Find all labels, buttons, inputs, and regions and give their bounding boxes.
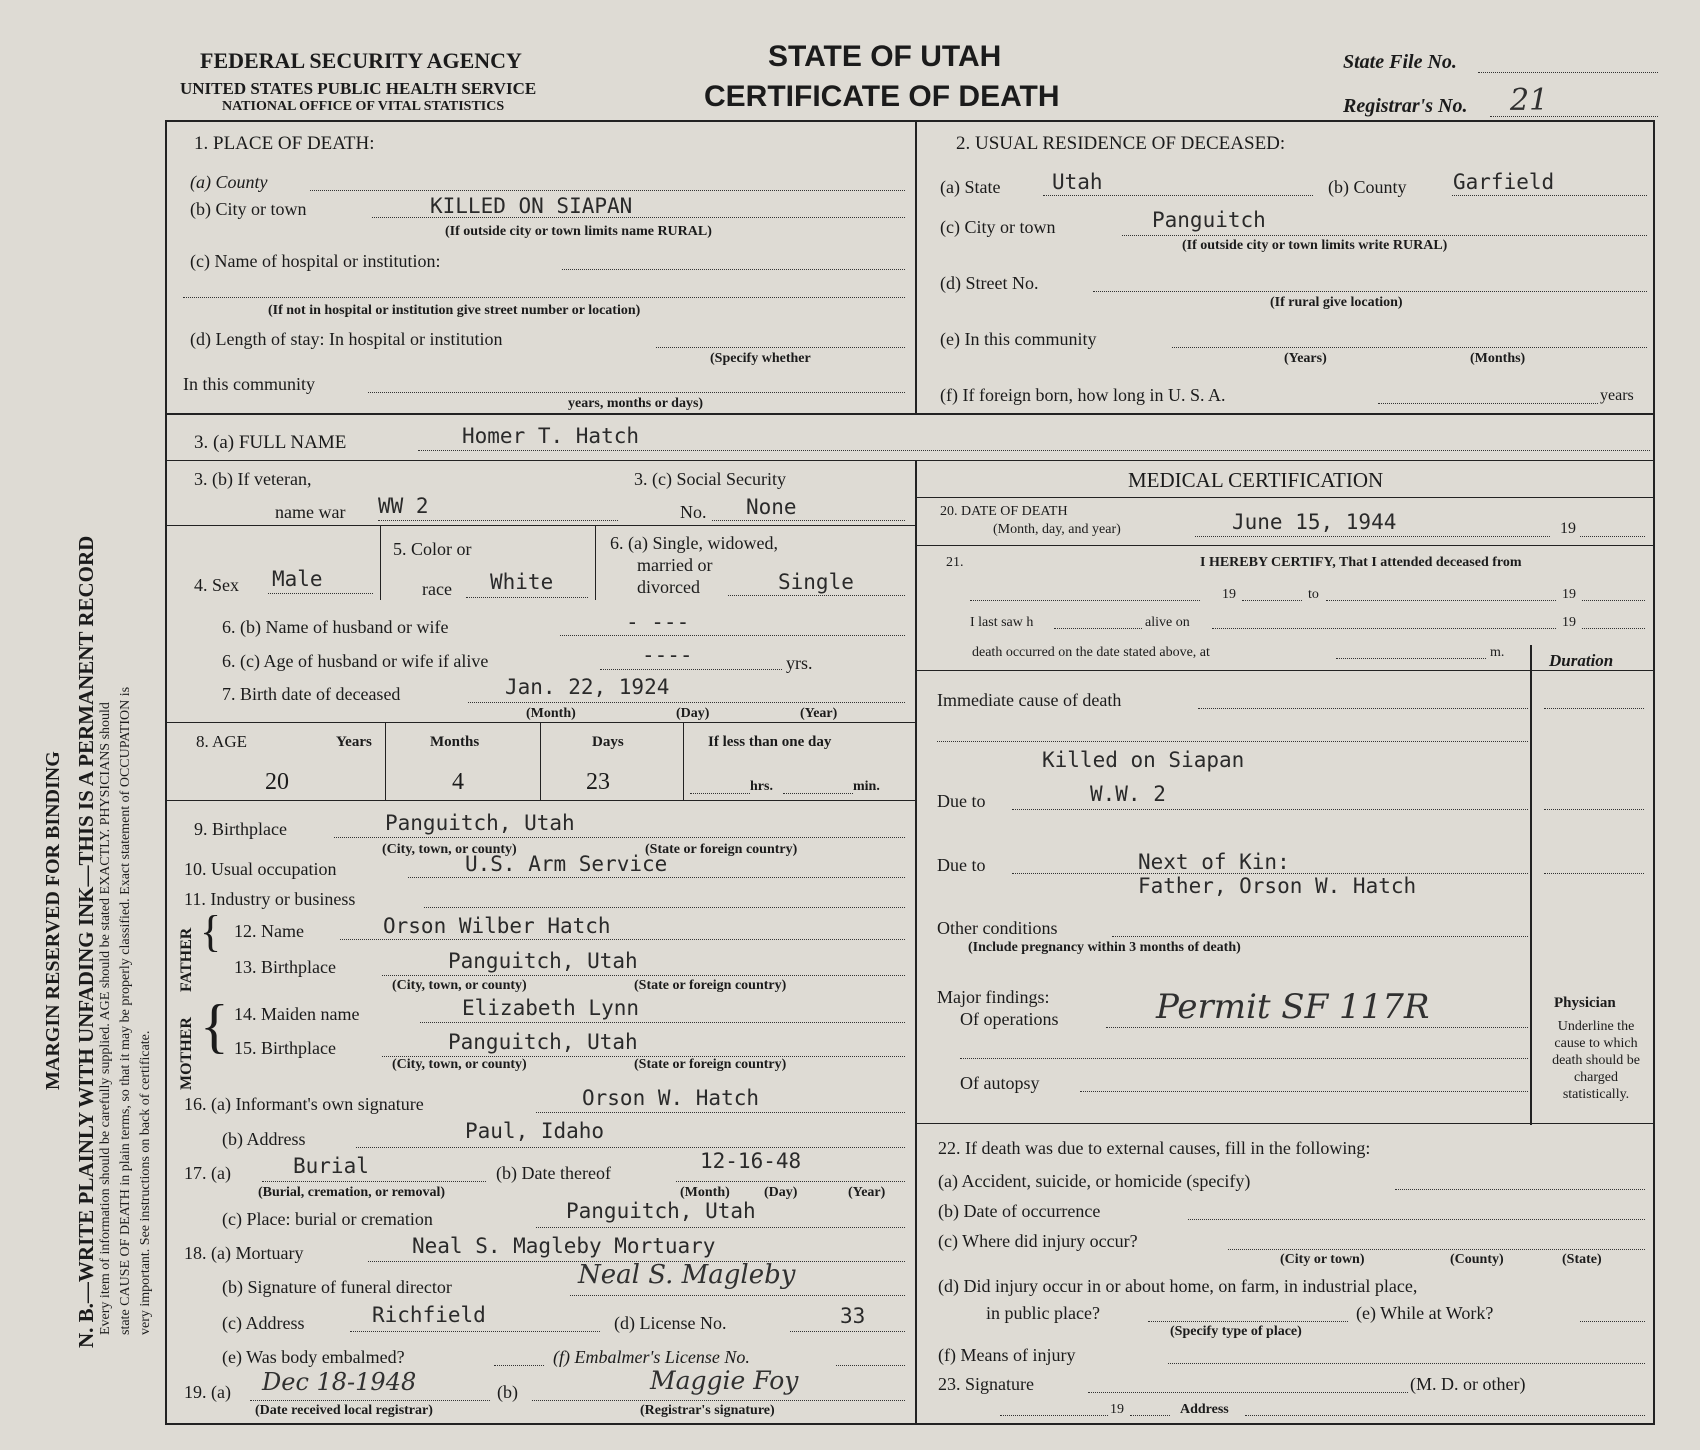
external-a-label: (a) Accident, suicide, or homicide (specify): [938, 1171, 1251, 1191]
agency-name: FEDERAL SECURITY AGENCY: [200, 48, 522, 73]
injury-state-note: (State): [1562, 1252, 1602, 1267]
ss-no-label: No.: [680, 502, 707, 522]
age-years-label: Years: [336, 734, 372, 750]
alive-on-19: 19: [1562, 615, 1576, 630]
spouse-age-suffix: yrs.: [786, 653, 813, 673]
place-of-death-heading: 1. PLACE OF DEATH:: [194, 133, 375, 154]
father-name-label: 12. Name: [234, 921, 304, 941]
length-of-stay-label: (d) Length of stay: In hospital or institution: [190, 329, 503, 349]
received-label: 19. (a): [184, 1382, 231, 1402]
physician-note-text: Underline the cause to which death should be charged statistically.: [1552, 1019, 1640, 1102]
father-birthplace-value: Panguitch, Utah: [448, 949, 638, 973]
burial-year-note: (Year): [848, 1185, 886, 1200]
margin-instructions-2: state CAUSE OF DEATH in plain terms, so that it may be properly classified. Exact statement of OCCUPATION is: [118, 686, 133, 1335]
county-label: (a) County: [190, 172, 268, 192]
informant-signature-value: Orson W. Hatch: [582, 1086, 760, 1110]
date-of-death-label: 20. DATE OF DEATH: [940, 504, 1068, 519]
father-side-label: FATHER: [178, 927, 195, 992]
color-label: 5. Color or: [393, 539, 472, 559]
burial-type-value: Burial: [293, 1154, 369, 1178]
license-label: (d) License No.: [614, 1313, 727, 1333]
margin-instructions-3: very important. See instructions on back of certificate.: [138, 1030, 153, 1335]
residence-state-label: (a) State: [940, 177, 1001, 197]
margin-binding-note: MARGIN RESERVED FOR BINDING: [42, 751, 64, 1090]
operations-label: Of operations: [960, 1009, 1059, 1029]
father-birthplace-label: 13. Birthplace: [234, 957, 336, 977]
street-label: (d) Street No.: [940, 273, 1039, 293]
mother-side-label: MOTHER: [178, 1017, 195, 1090]
burial-place-label: (c) Place: burial or cremation: [222, 1209, 433, 1229]
birth-year-note: (Year): [800, 706, 838, 721]
spouse-name-value: - ---: [626, 610, 690, 634]
mother-maiden-label: 14. Maiden name: [234, 1004, 360, 1024]
funeral-director-signature: Neal S. Magleby: [578, 1260, 796, 1290]
informant-address-label: (b) Address: [222, 1129, 306, 1149]
external-c-label: (c) Where did injury occur?: [938, 1231, 1138, 1251]
hospital-note: (If not in hospital or institution give street number or location): [268, 303, 641, 318]
informant-address-value: Paul, Idaho: [465, 1119, 605, 1143]
received-date-value: Dec 18-1948: [262, 1368, 417, 1396]
injury-county-note: (County): [1450, 1252, 1504, 1267]
due-to-2-value-1: Next of Kin:: [1138, 850, 1290, 874]
city-note: (If outside city or town limits name RURAL): [445, 224, 712, 239]
mother-city-note: (City, town, or county): [392, 1057, 527, 1072]
community-label: In this community: [183, 374, 315, 394]
father-city-note: (City, town, or county): [392, 978, 527, 993]
date-of-death-value: June 15, 1944: [1232, 510, 1397, 534]
mortuary-address-label: (c) Address: [222, 1313, 305, 1333]
sex-value: Male: [272, 567, 323, 591]
place-type-note: (Specify type of place): [1170, 1324, 1302, 1339]
age-hrs-label: hrs.: [750, 779, 773, 794]
external-d-label-2: in public place?: [986, 1303, 1100, 1323]
immediate-cause-value: Killed on Siapan: [1042, 748, 1245, 772]
burial-type-note: (Burial, cremation, or removal): [258, 1185, 446, 1200]
signature-23-label: 23. Signature: [938, 1374, 1034, 1394]
occupation-value: U.S. Arm Service: [465, 852, 668, 876]
burial-month-note: (Month): [680, 1185, 730, 1200]
date-of-death-sub: (Month, day, and year): [993, 522, 1121, 537]
external-b-label: (b) Date of occurrence: [938, 1201, 1101, 1221]
occupation-label: 10. Usual occupation: [184, 859, 337, 879]
hospital-label: (c) Name of hospital or institution:: [190, 251, 441, 271]
certify-number: 21.: [946, 555, 964, 570]
burial-a-label: 17. (a): [184, 1163, 231, 1183]
signature-23-address-label: Address: [1180, 1402, 1229, 1417]
burial-place-value: Panguitch, Utah: [566, 1199, 756, 1223]
marital-value: Single: [778, 570, 854, 594]
street-note: (If rural give location): [1270, 295, 1403, 310]
certify-19-2: 19: [1562, 587, 1576, 602]
age-months-label: Months: [430, 734, 480, 750]
last-saw-label: I last saw h: [970, 615, 1034, 630]
alive-on-label: alive on: [1145, 615, 1190, 630]
sex-label: 4. Sex: [194, 575, 239, 595]
mortuary-value: Neal S. Magleby Mortuary: [412, 1234, 716, 1258]
death-certificate: FEDERAL SECURITY AGENCY UNITED STATES PUBLIC HEALTH SERVICE NATIONAL OFFICE OF VITAL STATISTICS STATE OF UTAH CERTIFICATE OF DEATH State File No. Registrar's No. 21 MARGIN RESERVED FOR BINDING N. B.—WRITE PLAINLY WITH UNFADING INK—THIS IS A PERMANENT RECORD Every item of information should be carefully supplied. AGE should be stated EXACTLY. PHYSICIANS should state CAUSE OF DEATH in plain terms, so that it may be properly classified. Exact statement of OCCUPATION is very important. See instructions on back of certificate. 1. PLACE OF DEATH: (a) County (b) City or town KILLED ON SIAPAN (If outside city or town limits name RURAL) (c) Name of hospital or institution: (If not in hospital or institution give street number or location) (d) Length of stay: In hospital or institution (Specify whether In this community years, months or days) 2. USUAL RESIDENCE OF DECEASED: (a) State Utah (b) County Garfield (c) City or town Panguitch (If outside city or town limits write RURAL) (d) Street No. (If rural give location) (e) In this community (Years) (Months) (f) If foreign born, how long in U. S. A. years 3. (a) FULL NAME Homer T. Hatch 3. (b) If veteran, name war WW 2 3. (c) Social Security No. None 4. Sex Male 5. Color or race White 6. (a) Single, widowed, married or divorced Single 6. (b) Name of husband or wife - --- 6. (c) Age of husband or wife if alive ---- yrs. 7. Birth date of deceased Jan. 22, 1924 (Month) (Day) (Year) 8. AGE Years Months Days If less than one day 20 4 23 hrs. min. 9. Birthplace Panguitch, Utah (City, town, or county) (State or foreign country) 10. Usual occupation U.S. Arm Service 11. Industry or business FATHER MOTHER { { 12. Name Orson Wilber Hatch 13. Birthplace Panguitch, Utah (City, town, or county) (State or foreign country) 14. Maiden name Elizabeth Lynn 15. Birthplace Panguitch, Utah (City, town, or county) (State or foreign country) 16. (a) Informant's own signature Orson W. Hatch (b) Address Paul, Idaho 17. (a) Burial (Burial, cremation, or removal) (b) Date thereof 12-16-48 (Month) (Day) (Year) (c) Place: burial or cremation Panguitch, Utah 18. (a) Mortuary Neal S. Magleby Mortuary (b) Signature of funeral director Neal S. Magleby (c) Address Richfield (d) License No. 33 (e) Was body embalmed? (f) Embalmer's License No. 19. (a) Dec 18-1948 (Date received local registrar) (b) Maggie Foy (Registrar's signature) MEDICAL CERTIFICATION 20. DATE OF DEATH (Month, day, and year) June 15, 1944 19 21. I HEREBY CERTIFY, That I attended deceased from 19 to 19 I last saw h alive on 19 death occurred on the date stated above, at m. Duration Immediate cause of death Killed on Siapan Due to W.W. 2 Due to Next of Kin: Father, Orson W. Hatch Other conditions (Include pregnancy within 3 months of death) Major findings: Of operations Permit SF 117R Of autopsy Physician Underline the cause to which death should be charged statistically. 22. If death was due to external causes, fill in the following: (a) Accident, suicide, or homicide (specify) (b) Date of occurrence (c) Where did injury occur? (City or town) (County) (State) (d) Did injury occur in or about home, on farm, in industrial place, in public place? (Specify type of place) (e) While at Work? (f) Means of injury 23. Signature (M. D. or other) 19 Address: [0, 0, 1700, 1450]
spouse-name-label: 6. (b) Name of husband or wife: [222, 617, 449, 637]
residence-community-label: (e) In this community: [940, 329, 1097, 349]
service-name: UNITED STATES PUBLIC HEALTH SERVICE: [180, 79, 537, 98]
death-occurred-label: death occurred on the date stated above, at: [972, 645, 1210, 660]
mother-birthplace-label: 15. Birthplace: [234, 1038, 336, 1058]
license-value: 33: [840, 1304, 866, 1328]
office-name: NATIONAL OFFICE OF VITAL STATISTICS: [222, 99, 505, 114]
foreign-born-suffix: years: [1600, 387, 1634, 404]
years-months-note: years, months or days): [568, 396, 704, 411]
external-e-label: (e) While at Work?: [1356, 1303, 1494, 1323]
age-years-value: 20: [265, 769, 289, 795]
birthplace-city-note: (City, town, or county): [382, 842, 517, 857]
birth-month-note: (Month): [526, 706, 576, 721]
injury-city-note: (City or town): [1280, 1252, 1365, 1267]
external-heading: 22. If death was due to external causes, fill in the following:: [938, 1138, 1371, 1158]
age-less-label: If less than one day: [708, 734, 832, 750]
industry-label: 11. Industry or business: [184, 889, 356, 909]
social-security-value: None: [746, 495, 797, 519]
years-label: (Years): [1284, 351, 1327, 366]
age-months-value: 4: [452, 769, 464, 795]
veteran-war-value: WW 2: [378, 494, 429, 518]
registrar-number-value: 21: [1510, 83, 1549, 118]
physician-note-heading: Physician: [1554, 995, 1616, 1011]
signature-23-19: 19: [1110, 1402, 1124, 1417]
marital-label-3: divorced: [637, 577, 700, 597]
margin-instructions-1: Every item of information should be carefully supplied. AGE should be stated EXACTLY. PHYSICIANS should: [98, 702, 113, 1335]
burial-date-value: 12-16-48: [700, 1149, 802, 1173]
birthplace-value: Panguitch, Utah: [385, 811, 575, 835]
certify-to-label: to: [1308, 587, 1319, 602]
due-to-1-label: Due to: [937, 791, 986, 811]
certify-text: I HEREBY CERTIFY, That I attended deceased from: [1200, 555, 1522, 570]
autopsy-label: Of autopsy: [960, 1073, 1040, 1093]
residence-county-label: (b) County: [1328, 177, 1407, 197]
other-conditions-note: (Include pregnancy within 3 months of death): [968, 940, 1241, 955]
date-of-death-19: 19: [1560, 520, 1576, 537]
burial-date-label: (b) Date thereof: [496, 1163, 611, 1183]
registrar-signature-label: (b): [497, 1382, 518, 1402]
months-label: (Months): [1470, 351, 1526, 366]
duration-heading: Duration: [1549, 651, 1614, 670]
certify-19-1: 19: [1222, 587, 1236, 602]
informant-signature-label: 16. (a) Informant's own signature: [184, 1094, 424, 1114]
mother-birthplace-value: Panguitch, Utah: [448, 1030, 638, 1054]
birth-date-label: 7. Birth date of deceased: [222, 684, 401, 704]
burial-day-note: (Day): [764, 1185, 798, 1200]
registrar-number-label: Registrar's No.: [1343, 95, 1468, 117]
age-label: 8. AGE: [196, 732, 247, 751]
residence-city-value: Panguitch: [1152, 208, 1266, 232]
war-label: name war: [275, 502, 346, 522]
medical-heading: MEDICAL CERTIFICATION: [1128, 468, 1384, 492]
margin-ink-note: N. B.—WRITE PLAINLY WITH UNFADING INK—THIS IS A PERMANENT RECORD: [74, 535, 98, 1348]
father-name-value: Orson Wilber Hatch: [383, 914, 611, 938]
foreign-born-label: (f) If foreign born, how long in U. S. A.: [940, 385, 1226, 405]
major-findings-label: Major findings:: [937, 987, 1050, 1007]
marital-label-2: married or: [637, 555, 713, 575]
residence-heading: 2. USUAL RESIDENCE OF DECEASED:: [956, 133, 1286, 154]
embalmer-license-label: (f) Embalmer's License No.: [553, 1347, 750, 1367]
registrar-signature-note: (Registrar's signature): [640, 1403, 775, 1418]
birthplace-label: 9. Birthplace: [194, 819, 287, 839]
due-to-2-label: Due to: [937, 855, 986, 875]
mother-state-note: (State or foreign country): [634, 1057, 787, 1072]
social-security-label: 3. (c) Social Security: [634, 469, 786, 489]
other-conditions-label: Other conditions: [937, 918, 1058, 938]
residence-city-note: (If outside city or town limits write RURAL): [1182, 238, 1448, 253]
due-to-2-value-2: Father, Orson W. Hatch: [1138, 874, 1417, 898]
city-label: (b) City or town: [190, 199, 307, 219]
immediate-cause-label: Immediate cause of death: [937, 690, 1122, 710]
birth-day-note: (Day): [676, 706, 710, 721]
document-title-state: STATE OF UTAH: [768, 40, 1002, 73]
father-state-note: (State or foreign country): [634, 978, 787, 993]
embalmed-label: (e) Was body embalmed?: [222, 1347, 405, 1367]
marital-label: 6. (a) Single, widowed,: [610, 533, 778, 553]
state-file-label: State File No.: [1343, 51, 1457, 73]
signature-23-suffix: (M. D. or other): [1410, 1374, 1526, 1394]
external-d-label: (d) Did injury occur in or about home, on farm, in industrial place,: [938, 1276, 1418, 1296]
death-m-label: m.: [1490, 645, 1505, 660]
received-date-note: (Date received local registrar): [255, 1403, 433, 1418]
race-value: White: [490, 570, 554, 594]
residence-city-label: (c) City or town: [940, 217, 1056, 237]
city-value: KILLED ON SIAPAN: [430, 194, 633, 218]
veteran-label: 3. (b) If veteran,: [194, 469, 312, 489]
birth-date-value: Jan. 22, 1924: [505, 675, 670, 699]
full-name-value: Homer T. Hatch: [462, 424, 640, 448]
mortuary-address-value: Richfield: [372, 1303, 486, 1327]
due-to-1-value: W.W. 2: [1090, 782, 1166, 806]
age-min-label: min.: [853, 779, 880, 794]
mother-maiden-value: Elizabeth Lynn: [462, 996, 640, 1020]
operations-value: Permit SF 117R: [1156, 987, 1430, 1027]
age-days-value: 23: [586, 769, 610, 795]
funeral-director-label: (b) Signature of funeral director: [222, 1277, 452, 1297]
mortuary-label: 18. (a) Mortuary: [184, 1243, 304, 1263]
age-days-label: Days: [592, 734, 624, 750]
registrar-signature-value: Maggie Foy: [650, 1366, 799, 1395]
specify-note: (Specify whether: [710, 351, 811, 366]
birthplace-state-note: (State or foreign country): [645, 842, 798, 857]
race-label: race: [422, 579, 452, 599]
external-f-label: (f) Means of injury: [938, 1345, 1076, 1365]
spouse-age-label: 6. (c) Age of husband or wife if alive: [222, 651, 489, 671]
document-title: CERTIFICATE OF DEATH: [704, 80, 1060, 113]
residence-state-value: Utah: [1052, 170, 1103, 194]
full-name-label: 3. (a) FULL NAME: [194, 432, 347, 453]
residence-county-value: Garfield: [1453, 170, 1555, 194]
spouse-age-value: ----: [642, 643, 693, 667]
